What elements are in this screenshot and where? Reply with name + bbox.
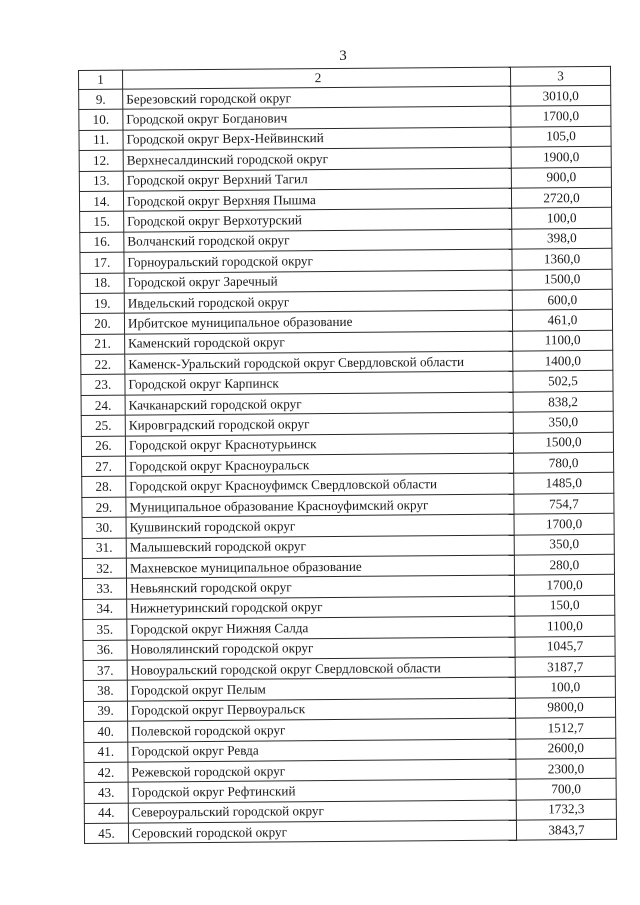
row-number: 11.	[79, 130, 123, 151]
municipality-name: Березовский городской округ	[123, 86, 511, 109]
row-number: 30.	[82, 517, 126, 538]
row-number: 20.	[80, 313, 124, 334]
row-number: 33.	[82, 579, 126, 600]
municipality-name: Малышевский городской округ	[126, 535, 514, 558]
amount-value: 1700,0	[514, 514, 614, 535]
data-table	[78, 66, 617, 845]
amount-value: 1400,0	[513, 350, 613, 371]
row-number: 43.	[84, 782, 128, 803]
header-col-1: 1	[79, 70, 123, 89]
municipality-name: Махневское муниципальное образование	[126, 555, 514, 578]
amount-value: 100,0	[512, 208, 612, 229]
municipality-name: Кушвинский городской округ	[126, 514, 514, 537]
municipality-name: Качканарский городской округ	[125, 392, 513, 415]
municipality-name: Муниципальное образование Красноуфимский округ	[126, 494, 514, 517]
municipality-name: Полевской городской округ	[128, 718, 516, 741]
amount-value: 461,0	[512, 310, 612, 331]
amount-value: 754,7	[514, 493, 614, 514]
amount-value: 3187,7	[515, 656, 615, 677]
municipality-name: Городской округ Краснотурьинск	[125, 433, 513, 456]
municipality-name: Городской округ Верх-Нейвинский	[123, 127, 511, 150]
row-number: 44.	[84, 803, 128, 824]
row-number: 38.	[83, 680, 127, 701]
row-number: 17.	[80, 252, 124, 273]
amount-value: 1100,0	[513, 330, 613, 351]
municipality-name: Кировградский городской округ	[125, 412, 513, 435]
municipality-name: Горноуральский городской округ	[124, 249, 512, 272]
row-number: 31.	[82, 538, 126, 559]
amount-value: 1500,0	[513, 432, 613, 453]
row-number: 29.	[82, 497, 126, 518]
row-number: 27.	[82, 456, 126, 477]
municipality-name: Городской округ Богданович	[123, 106, 511, 129]
page-number: 3	[339, 48, 347, 64]
amount-value: 780,0	[514, 452, 614, 473]
row-number: 45.	[84, 823, 128, 844]
row-number: 34.	[83, 599, 127, 620]
amount-value: 350,0	[513, 412, 613, 433]
amount-value: 1045,7	[515, 636, 615, 657]
row-number: 14.	[79, 191, 123, 212]
amount-value: 1900,0	[511, 146, 611, 167]
row-number: 16.	[80, 232, 124, 253]
municipality-name: Верхнесалдинский городской округ	[123, 147, 511, 170]
municipality-name: Серовский городской округ	[128, 820, 516, 843]
amount-value: 1732,3	[516, 799, 616, 820]
amount-value: 1100,0	[515, 615, 615, 636]
amount-value: 700,0	[516, 779, 616, 800]
municipality-name: Невьянский городской округ	[126, 575, 514, 598]
amount-value: 900,0	[511, 167, 611, 188]
row-number: 35.	[83, 619, 127, 640]
municipality-name: Режевской городской округ	[128, 759, 516, 782]
municipality-name: Городской округ Ревда	[128, 739, 516, 762]
amount-value: 502,5	[513, 371, 613, 392]
table-body	[79, 66, 617, 844]
row-number: 9.	[79, 89, 123, 110]
amount-value: 100,0	[515, 677, 615, 698]
amount-value: 105,0	[511, 126, 611, 147]
amount-value: 1512,7	[516, 717, 616, 738]
amount-value: 350,0	[514, 534, 614, 555]
row-number: 10.	[79, 110, 123, 131]
amount-value: 838,2	[513, 391, 613, 412]
row-number: 26.	[81, 436, 125, 457]
municipality-name: Городской округ Нижняя Салда	[127, 616, 515, 639]
municipality-name: Городской округ Верхотурский	[124, 208, 512, 231]
row-number: 19.	[80, 293, 124, 314]
municipality-name: Городской округ Верхний Тагил	[123, 168, 511, 191]
row-number: 28.	[82, 477, 126, 498]
amount-value: 2300,0	[516, 758, 616, 779]
municipality-name: Новоуральский городской округ Свердловской области	[127, 657, 515, 680]
municipality-name: Городской округ Первоуральск	[127, 698, 515, 721]
municipality-name: Городской округ Рефтинский	[128, 779, 516, 802]
row-number: 15.	[80, 211, 124, 232]
amount-value: 1485,0	[514, 473, 614, 494]
municipality-name: Городской округ Заречный	[124, 270, 512, 293]
amount-value: 3010,0	[511, 85, 611, 106]
amount-value: 1360,0	[512, 248, 612, 269]
row-number: 39.	[83, 701, 127, 722]
amount-value: 9800,0	[515, 697, 615, 718]
municipality-name: Нижнетуринский городской округ	[127, 596, 515, 619]
row-number: 22.	[81, 354, 125, 375]
row-number: 42.	[84, 762, 128, 783]
municipality-name: Каменский городской округ	[125, 331, 513, 354]
row-number: 24.	[81, 395, 125, 416]
municipality-name: Волчанский городской округ	[124, 229, 512, 252]
amount-value: 3843,7	[516, 819, 616, 840]
row-number: 36.	[83, 640, 127, 661]
amount-value: 2600,0	[516, 738, 616, 759]
row-number: 21.	[81, 334, 125, 355]
row-number: 40.	[84, 721, 128, 742]
municipality-name: Ирбитское муниципальное образование	[124, 310, 512, 333]
header-col-2: 2	[123, 67, 511, 89]
table-row	[84, 819, 616, 844]
municipality-name: Городской округ Красноуральск	[126, 453, 514, 476]
municipality-name: Ивдельский городской округ	[124, 290, 512, 313]
row-number: 23.	[81, 375, 125, 396]
row-number: 37.	[83, 660, 127, 681]
amount-value: 398,0	[512, 228, 612, 249]
amount-value: 1700,0	[511, 106, 611, 127]
header-col-3: 3	[510, 66, 610, 86]
municipality-name: Новолялинский городской округ	[127, 637, 515, 660]
amount-value: 150,0	[515, 595, 615, 616]
row-number: 32.	[82, 558, 126, 579]
row-number: 12.	[79, 150, 123, 171]
row-number: 25.	[81, 415, 125, 436]
municipality-name: Городской округ Карпинск	[125, 372, 513, 395]
amount-value: 2720,0	[511, 187, 611, 208]
municipality-name: Североуральский городской округ	[128, 800, 516, 823]
amount-value: 600,0	[512, 289, 612, 310]
municipality-name: Городской округ Красноуфимск Свердловской области	[126, 474, 514, 497]
amount-value: 1500,0	[512, 269, 612, 290]
municipality-name: Городской округ Пелым	[127, 677, 515, 700]
municipality-name: Городской округ Верхняя Пышма	[123, 188, 511, 211]
amount-value: 280,0	[514, 554, 614, 575]
row-number: 41.	[84, 742, 128, 763]
amount-value: 1700,0	[514, 575, 614, 596]
municipality-name: Каменск-Уральский городской округ Свердловской области	[125, 351, 513, 374]
row-number: 13.	[79, 171, 123, 192]
row-number: 18.	[80, 273, 124, 294]
